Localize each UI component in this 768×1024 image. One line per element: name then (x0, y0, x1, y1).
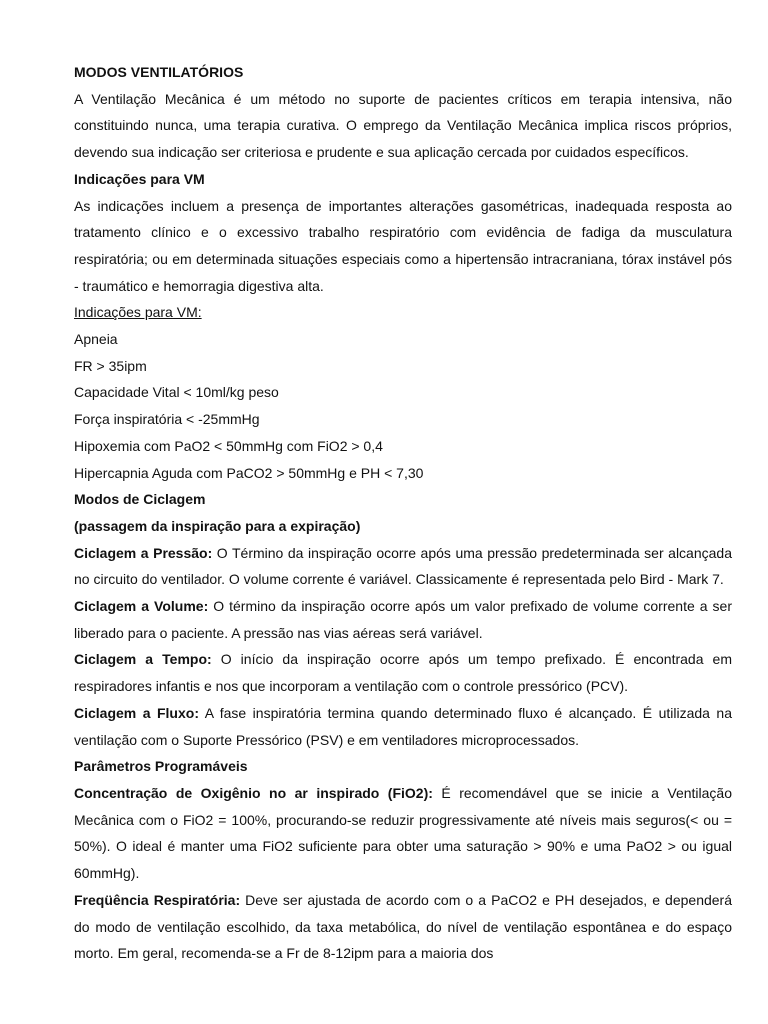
cycling-pressure-term: Ciclagem a Pressão: (74, 544, 213, 561)
cycling-time-paragraph (74, 646, 732, 699)
cycling-heading: Modos de Ciclagem (74, 491, 206, 508)
param-resp-rate-paragraph (74, 887, 732, 967)
params-heading: Parâmetros Programáveis (74, 758, 248, 775)
indications-paragraph: As indicações incluem a presença de importantes alterações gasométricas, inadequada resposta ao tratamento clínico e o excessivo trabalho respiratório com evidência de fadiga da musculatura respiratória; ou em determinada situações especiais como a hipertensão intracraniana, tórax instável pós - traumático e hemorragia digestiva alta. (74, 197, 732, 294)
cycling-pressure-paragraph (74, 540, 732, 593)
param-fio2-term: Concentração de Oxigênio no ar inspirado (FiO2): (74, 784, 433, 801)
param-fio2-paragraph (74, 780, 732, 887)
document-title: MODOS VENTILATÓRIOS (74, 64, 244, 80)
cycling-flow-term: Ciclagem a Fluxo: (74, 704, 199, 721)
list-item: Apneia (74, 331, 118, 348)
intro-paragraph: A Ventilação Mecânica é um método no suporte de pacientes críticos em terapia intensiva, não constituindo nunca, uma terapia curativa. O emprego da Ventilação Mecânica implica riscos próprios, devendo sua indicação ser criteriosa e prudente e sua aplicação cercada por cuidados específicos. (74, 90, 732, 161)
cycling-time-term: Ciclagem a Tempo: (74, 651, 212, 668)
indications-heading: Indicações para VM (74, 170, 205, 187)
cycling-volume-paragraph (74, 593, 732, 646)
cycling-flow-paragraph (74, 700, 732, 753)
indications-list (74, 326, 732, 486)
document-page (74, 59, 732, 967)
cycling-pressure-text: O Término da inspiração ocorre após uma pressão predeterminada ser alcançada no circuito do ventilador. O volume corrente é variável. Classicamente é representada pelo Bird - Mark 7. (74, 544, 732, 588)
cycling-time-text: O início da inspiração ocorre após um tempo prefixado. É encontrada em respiradores infantis e nos que incorporam a ventilação com o controle pressórico (PCV). (74, 651, 733, 695)
list-item: Hipercapnia Aguda com PaCO2 > 50mmHg e PH < 7,30 (74, 464, 424, 481)
list-item: Força inspiratória < -25mmHg (74, 411, 260, 428)
list-item: Hipoxemia com PaO2 < 50mmHg com FiO2 > 0,4 (74, 437, 383, 454)
cycling-volume-text: O término da inspiração ocorre após um valor prefixado de volume corrente a ser liberado para o paciente. A pressão nas vias aéreas será variável. (74, 598, 732, 641)
param-resp-rate-text: Deve ser ajustada de acordo com o a PaCO2 e PH desejados, e dependerá do modo de ventilação escolhido, da taxa metabólica, do nível de ventilação espontânea e do espaço morto. Em geral, recomenda-se a Fr de 8-12ipm para a maioria dos (74, 891, 733, 962)
param-fio2-text: É recomendável que se inicie a Ventilação Mecânica com o FiO2 = 100%, procurando-se reduzir progressivamente até níveis mais seguros(< ou = 50%). O ideal é manter uma FiO2 suficiente para obter uma saturação > 90% e uma PaO2 > ou igual 60mmHg). (74, 784, 732, 882)
cycling-subheading: (passagem da inspiração para a expiração) (74, 517, 361, 534)
cycling-volume-term: Ciclagem a Volume: (74, 598, 209, 615)
param-resp-rate-term: Freqüência Respiratória: (74, 891, 241, 908)
list-item: FR > 35ipm (74, 357, 147, 374)
indications-list-title: Indicações para VM: (74, 304, 202, 321)
list-item: Capacidade Vital < 10ml/kg peso (74, 384, 279, 401)
cycling-flow-text: A fase inspiratória termina quando determinado fluxo é alcançado. É utilizada na ventilação com o Suporte Pressórico (PSV) e em ventiladores microprocessados. (74, 704, 732, 748)
